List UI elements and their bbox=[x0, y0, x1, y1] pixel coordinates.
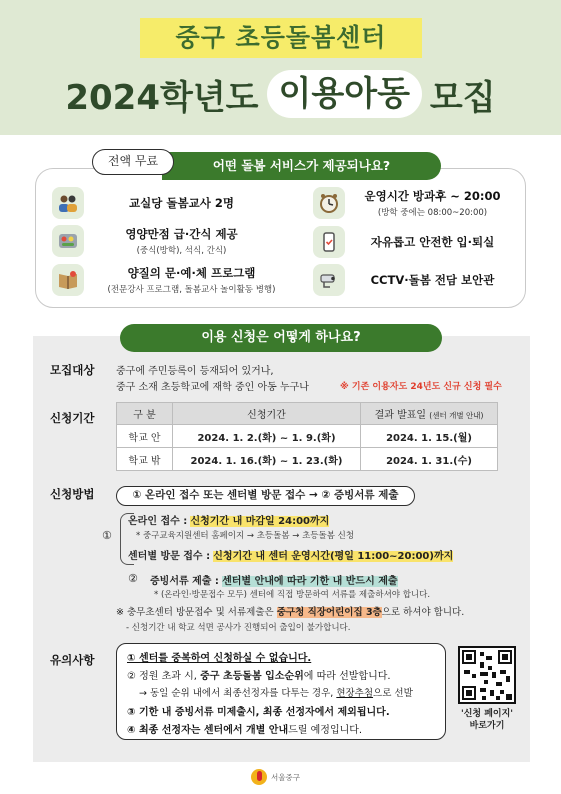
visit-line: 센터별 방문 접수 : 신청기간 내 센터 운영시간(평일 11:00~20:00)까지 bbox=[128, 551, 454, 562]
service-item bbox=[313, 226, 520, 258]
period-label: 신청기간 bbox=[50, 411, 95, 425]
step2-number: ② bbox=[128, 572, 138, 585]
title-highlight: 이용아동 bbox=[267, 70, 422, 118]
target-line1: 중구에 주민등록이 등재되어 있거나, bbox=[116, 366, 274, 377]
online-detail: * 중구교육지원센터 홈페이지 → 초등돌봄 → 초등돌봄 신청 bbox=[136, 531, 355, 541]
table-row bbox=[117, 448, 498, 471]
col-header: 신청기간 bbox=[173, 403, 361, 425]
note-3: ③ 기한 내 증빙서류 미제출시, 최종 선정자에서 제외됩니다. bbox=[127, 707, 390, 718]
title-recruit: 모집 bbox=[429, 77, 496, 118]
docs-detail: * (온라인·방문접수 모두) 센터에 직접 방문하여 서류를 제출하셔야 합니다. bbox=[154, 590, 431, 600]
service-main: 교실당 돌봄교사 2명 bbox=[129, 196, 234, 210]
method-summary: ① 온라인 접수 또는 센터별 방문 접수 → ② 증빙서류 제출 bbox=[116, 486, 415, 506]
target-line2: 중구 소재 초등학교에 재학 중인 아동 누구나 bbox=[116, 382, 309, 393]
target-label: 모집대상 bbox=[50, 363, 95, 377]
service-detail: (중식(방학), 석식, 간식) bbox=[136, 246, 227, 256]
cctv-icon bbox=[313, 264, 345, 296]
docs-line: 증빙서류 제출 : 센터별 안내에 따라 기한 내 반드시 제출 bbox=[150, 576, 398, 587]
clock-icon bbox=[313, 187, 345, 219]
schedule-table bbox=[116, 402, 498, 471]
method-label: 신청방법 bbox=[50, 487, 95, 501]
step1-number: ① bbox=[102, 529, 112, 542]
note-1: ① 센터를 중복하여 신청하실 수 없습니다. bbox=[127, 653, 312, 664]
apply-banner: 이용 신청은 어떻게 하나요? bbox=[120, 324, 442, 352]
title-year: 2024학년도 bbox=[65, 77, 259, 118]
col-header-result: 결과 발표일 (센터 개별 안내) bbox=[361, 403, 498, 425]
teacher-icon bbox=[52, 187, 84, 219]
service-item bbox=[52, 264, 299, 296]
target-note: ※ 기존 이용자도 24년도 신규 신청 필수 bbox=[340, 382, 502, 392]
table-cell: 2024. 1. 16.(화) ~ 1. 23.(화) bbox=[173, 448, 361, 471]
service-main: CCTV·돌봄 전담 보안관 bbox=[370, 273, 495, 287]
center-name: 중구 초등돌봄센터 bbox=[140, 18, 422, 58]
note-2-sub: → 동일 순위 내에서 최종선정자를 다투는 경우, 현장추첨으로 선발 bbox=[139, 688, 413, 699]
qr-caption[interactable]: '신청 페이지' 바로가기 bbox=[460, 709, 514, 731]
meal-icon bbox=[52, 225, 84, 257]
table-header-row bbox=[117, 403, 498, 425]
table-cell: 학교 안 bbox=[117, 425, 173, 448]
book-icon bbox=[52, 264, 84, 296]
service-item bbox=[313, 187, 520, 219]
junggu-logo-icon bbox=[251, 769, 267, 785]
notes-label: 유의사항 bbox=[50, 653, 95, 667]
table-cell: 2024. 1. 15.(월) bbox=[361, 425, 498, 448]
service-detail: (전문강사 프로그램, 돌봄교사 놀이활동 병행) bbox=[107, 285, 276, 295]
table-cell: 학교 밖 bbox=[117, 448, 173, 471]
service-main: 자유롭고 안전한 입·퇴실 bbox=[370, 235, 495, 249]
online-line: 온라인 접수 : 신청기간 내 마감일 24:00까지 bbox=[128, 516, 330, 527]
service-main: 운영시간 방과후 ~ 20:00 bbox=[364, 189, 501, 203]
service-main: 영양만점 급·간식 제공 bbox=[125, 227, 238, 241]
extra-note: ※ 충무초센터 방문접수 및 서류제출은 중구청 직장어린이집 3층으로 하셔야 합니다. bbox=[116, 607, 465, 618]
footer-org: 서울중구 bbox=[271, 772, 300, 782]
page-title bbox=[20, 66, 541, 122]
col-header: 구 분 bbox=[117, 403, 173, 425]
service-item bbox=[313, 264, 520, 296]
note-2: ② 정원 초과 시, 중구 초등돌봄 입소순위에 따라 선발합니다. bbox=[127, 671, 391, 682]
notes-box bbox=[116, 643, 446, 740]
table-cell: 2024. 1. 2.(화) ~ 1. 9.(화) bbox=[173, 425, 361, 448]
table-row bbox=[117, 425, 498, 448]
note-4: ④ 최종 선정자는 센터에서 개별 안내드릴 예정입니다. bbox=[127, 725, 363, 736]
services-banner: 어떤 돌봄 서비스가 제공되나요? bbox=[162, 152, 441, 180]
extra-detail: - 신청기간 내 학교 석면 공사가 진행되어 출입이 불가합니다. bbox=[126, 623, 351, 633]
service-item bbox=[52, 187, 279, 219]
service-item bbox=[52, 225, 279, 257]
table-cell: 2024. 1. 31.(수) bbox=[361, 448, 498, 471]
footer-logo bbox=[251, 768, 300, 786]
free-tag: 전액 무료 bbox=[92, 149, 174, 175]
phone-icon bbox=[313, 226, 345, 258]
service-detail: (방학 중에는 08:00~20:00) bbox=[377, 208, 488, 218]
qr-code[interactable] bbox=[458, 646, 516, 704]
service-main: 양질의 문·예·체 프로그램 bbox=[127, 266, 256, 280]
